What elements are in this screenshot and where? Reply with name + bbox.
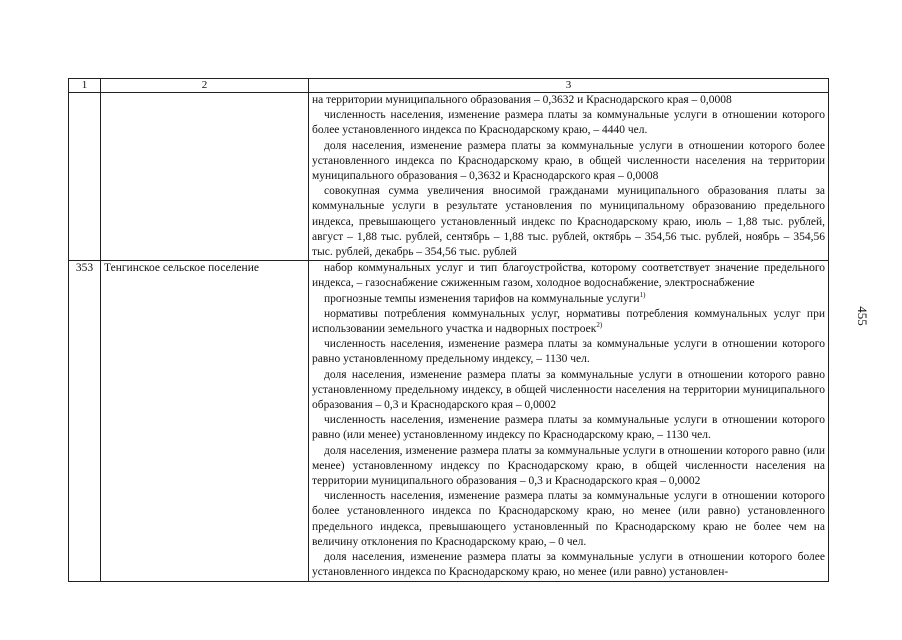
indicator-paragraph: [312, 184, 825, 260]
municipality-name-cell: [101, 93, 309, 261]
row-number-cell: [69, 93, 101, 261]
page-number: 455: [854, 306, 870, 326]
indicators-cell: [309, 261, 829, 581]
indicator-text: набор коммунальных услуг и тип благоустройства, которому соответствует значение предельного индекса, – газоснабжение сжиженным газом, холодное водоснабжение, электроснабжение: [312, 262, 825, 290]
indicator-paragraph: [312, 489, 825, 550]
row-number-cell: 353: [69, 261, 101, 581]
table-row: [69, 93, 829, 261]
indicator-paragraph: [312, 550, 825, 580]
indicator-paragraph: [312, 413, 825, 443]
header-cell-2: 2: [101, 79, 309, 93]
indicator-text: доля населения, изменение размера платы за коммунальные услуги в отношении которого равно установленному предельному индексу, в общей численности населения на территории муниципального образования – 0,3 и Краснодарского края – 0,0002: [312, 368, 825, 412]
header-cell-3: 3: [309, 79, 829, 93]
indicator-text: доля населения, изменение размера платы за коммунальные услуги в отношении которого более установленного индекса по Краснодарскому краю, но менее (или равно) установлен-: [312, 551, 825, 579]
municipality-name-cell: Тенгинское сельское поселение: [101, 261, 309, 581]
footnote-marker: 2): [596, 321, 603, 330]
indicator-paragraph: [312, 337, 825, 367]
indicator-text: совокупная сумма увеличения вносимой гражданами муниципального образования платы за коммунальные услуги в результате установления по муниципальному образованию предельного индекса, превышающего установленный индекс по Краснодарскому краю, июль – 1,88 тыс. рублей, август – 1,88 тыс. рублей, сентябрь – 1,88 тыс. рублей, октябрь – 354,56 тыс. рублей, ноябрь – 354,56 тыс. рублей, декабрь – 354,56 тыс. рублей: [312, 185, 825, 259]
indicator-text: численность населения, изменение размера платы за коммунальные услуги в отношении которого равно установленному предельному индексу, – 1130 чел.: [312, 338, 825, 366]
indicator-text: численность населения, изменение размера платы за коммунальные услуги в отношении которого равно (или менее) установленному индексу по Краснодарскому краю, – 1130 чел.: [312, 414, 825, 442]
data-table: [68, 78, 829, 582]
indicator-paragraph: [312, 292, 825, 307]
indicator-text: численность населения, изменение размера платы за коммунальные услуги в отношении которого более установленного индекса по Краснодарскому краю, – 4440 чел.: [312, 109, 825, 137]
indicator-text: на территории муниципального образования – 0,3632 и Краснодарского края – 0,0008: [312, 94, 732, 106]
indicator-text: доля населения, изменение размера платы за коммунальные услуги в отношении которого равно (или менее) установленному индексу по Краснодарскому краю, в общей численности населения на территории муниципального образования – 0,3 и Краснодарского края – 0,0002: [312, 444, 825, 488]
indicator-paragraph: [312, 444, 825, 490]
footnote-marker: 1): [639, 290, 646, 299]
header-cell-1: 1: [69, 79, 101, 93]
indicator-paragraph: [312, 307, 825, 337]
indicator-text: численность населения, изменение размера платы за коммунальные услуги в отношении которого более установленного индекса по Краснодарскому краю, но менее (или равно) установленного предельного индекса, превышающего установленный по Краснодарскому краю не более чем на величину отклонения по Краснодарскому краю, – 0 чел.: [312, 490, 825, 548]
indicator-paragraph: [312, 93, 825, 108]
table-body: [69, 93, 829, 582]
indicator-text: нормативы потребления коммунальных услуг, нормативы потребления коммунальных услуг при использовании земельного участка и надворных построек: [312, 307, 825, 336]
header-row: [69, 79, 829, 93]
table-row: [69, 261, 829, 581]
indicator-paragraph: [312, 368, 825, 414]
indicator-paragraph: [312, 261, 825, 291]
indicator-paragraph: [312, 139, 825, 185]
indicator-text: доля населения, изменение размера платы за коммунальные услуги в отношении которого более установленного индекса по Краснодарскому краю, в общей численности населения на территории муниципального образования – 0,3632 и Краснодарского края – 0,0008: [312, 139, 825, 183]
indicator-text: прогнозные темпы изменения тарифов на коммунальные услуги: [324, 292, 640, 305]
indicator-paragraph: [312, 108, 825, 138]
indicators-cell: [309, 93, 829, 261]
